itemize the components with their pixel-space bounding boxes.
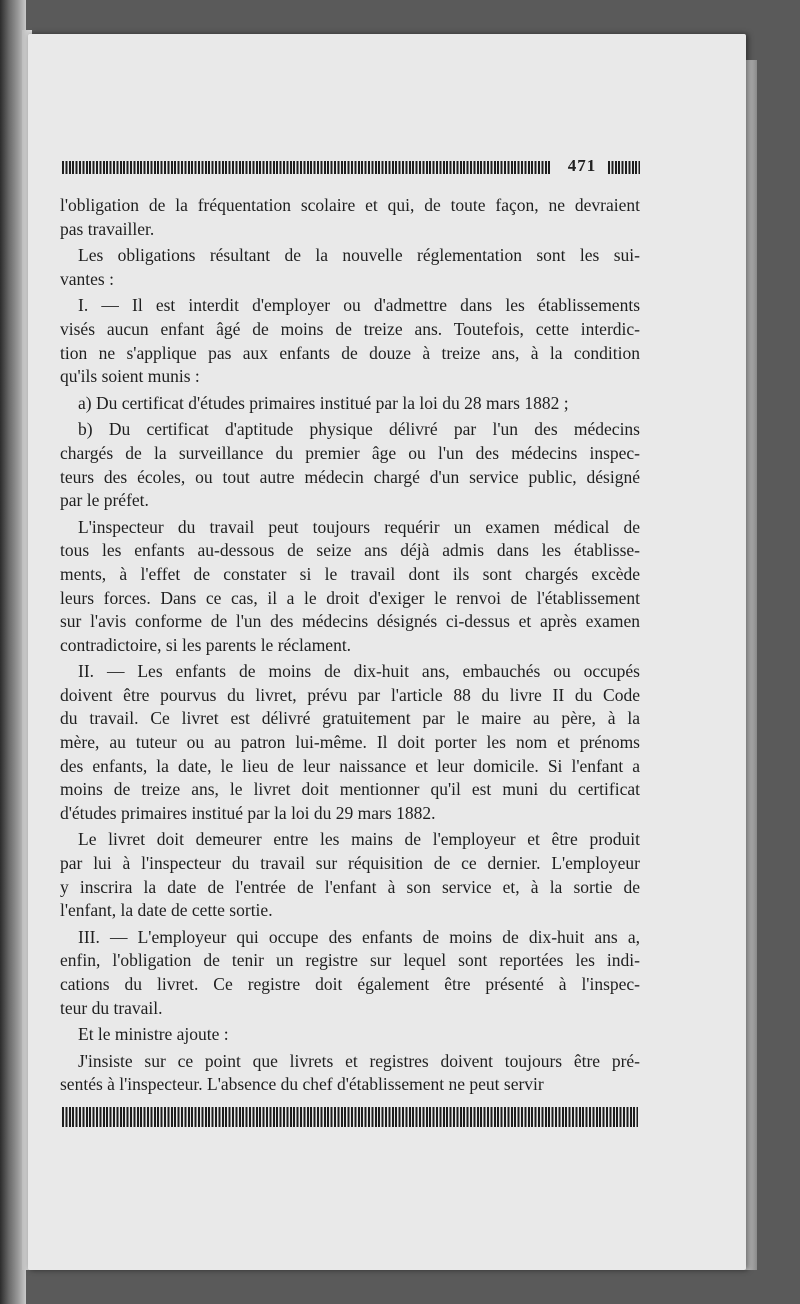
body-text xyxy=(60,194,640,1100)
text-line: tous les enfants au-dessous de seize ans déjà admis dans les établisse- xyxy=(60,540,640,561)
text-line: tion ne s'applique pas aux enfants de douze à treize ans, à la condition xyxy=(60,342,640,363)
text-line: qu'ils soient munis : xyxy=(60,366,200,387)
text-line: leurs forces. Dans ce cas, il a le droit d'exiger le renvoi de l'établissement xyxy=(60,587,640,608)
text-line: sentés à l'inspecteur. L'absence du chef d'établissement ne peut servir xyxy=(60,1074,544,1095)
text-line: III. — L'employeur qui occupe des enfants de moins de dix-huit ans a, xyxy=(78,926,640,947)
header-ornament-rule xyxy=(62,161,550,174)
paragraph xyxy=(60,660,640,825)
text-line: ments, à l'effet de constater si le travail dont ils sont chargés excède xyxy=(60,563,640,584)
text-line: Et le ministre ajoute : xyxy=(78,1024,229,1045)
page-right-edge xyxy=(745,60,757,1270)
paragraph xyxy=(60,516,640,658)
text-line: enfin, l'obligation de tenir un registre sur lequel sont reportées les indi- xyxy=(60,950,640,971)
text-line: sur l'avis conforme de l'un des médecins désignés ci-dessus et après examen xyxy=(60,611,640,632)
page-number: 471 xyxy=(567,156,597,175)
text-line: contradictoire, si les parents le réclament. xyxy=(60,634,352,655)
text-line: a) Du certificat d'études primaires institué par la loi du 28 mars 1882 ; xyxy=(78,392,569,413)
paragraph xyxy=(60,1050,640,1097)
text-line: par lui à l'inspecteur du travail sur réquisition de ce dernier. L'employeur xyxy=(60,853,640,874)
text-line: teurs des écoles, ou tout autre médecin chargé d'un service public, désigné xyxy=(60,466,640,487)
text-line: teur du travail. xyxy=(60,997,163,1018)
paragraph xyxy=(60,418,640,512)
text-line: mère, au tuteur ou au patron lui-même. Il doit porter les nom et prénoms xyxy=(60,732,640,753)
text-line: des enfants, la date, le lieu de leur naissance et leur domicile. Si l'enfant a xyxy=(60,755,640,776)
paragraph xyxy=(60,828,640,922)
paragraph xyxy=(60,244,640,291)
text-line: J'insiste sur ce point que livrets et registres doivent toujours être pré- xyxy=(78,1050,640,1071)
text-line: vantes : xyxy=(60,268,114,289)
paragraph xyxy=(60,294,640,388)
text-line: l'enfant, la date de cette sortie. xyxy=(60,900,273,921)
text-line: Le livret doit demeurer entre les mains de l'employeur et être produit xyxy=(78,829,640,850)
text-line: visés aucun enfant âgé de moins de treize ans. Toutefois, cette interdic- xyxy=(60,318,640,339)
paragraph xyxy=(60,194,640,241)
text-line: I. — Il est interdit d'employer ou d'admettre dans les établissements xyxy=(78,295,640,316)
text-line: d'études primaires institué par la loi du 29 mars 1882. xyxy=(60,802,436,823)
text-line: l'obligation de la fréquentation scolaire et qui, de toute façon, ne devraient xyxy=(60,195,640,215)
header-ornament-rule-right xyxy=(608,161,640,174)
footer-ornament-rule xyxy=(62,1107,638,1127)
text-line: y inscrira la date de l'entrée de l'enfant à son service et, à la sortie de xyxy=(60,876,640,897)
text-line: pas travailler. xyxy=(60,218,155,239)
text-line: chargés de la surveillance du premier âge ou l'un des médecins inspec- xyxy=(60,442,640,463)
text-line: par le préfet. xyxy=(60,490,149,511)
text-line: cations du livret. Ce registre doit également être présenté à l'inspec- xyxy=(60,974,640,994)
text-line: L'inspecteur du travail peut toujours requérir un examen médical de xyxy=(78,516,640,537)
text-line: II. — Les enfants de moins de dix-huit ans, embauchés ou occupés xyxy=(78,661,640,682)
text-line: Les obligations résultant de la nouvelle réglementation sont les sui- xyxy=(78,245,640,266)
text-line: doivent être pourvus du livret, prévu par l'article 88 du livre II du Code xyxy=(60,684,640,705)
paragraph xyxy=(60,392,640,416)
text-line: moins de treize ans, le livret doit mentionner qu'il est muni du certificat xyxy=(60,779,640,800)
text-line: du travail. Ce livret est délivré gratuitement par le maire au père, à la xyxy=(60,708,640,729)
text-line: b) Du certificat d'aptitude physique délivré par l'un des médecins xyxy=(78,419,640,440)
paragraph xyxy=(60,1023,640,1047)
paragraph xyxy=(60,926,640,1020)
